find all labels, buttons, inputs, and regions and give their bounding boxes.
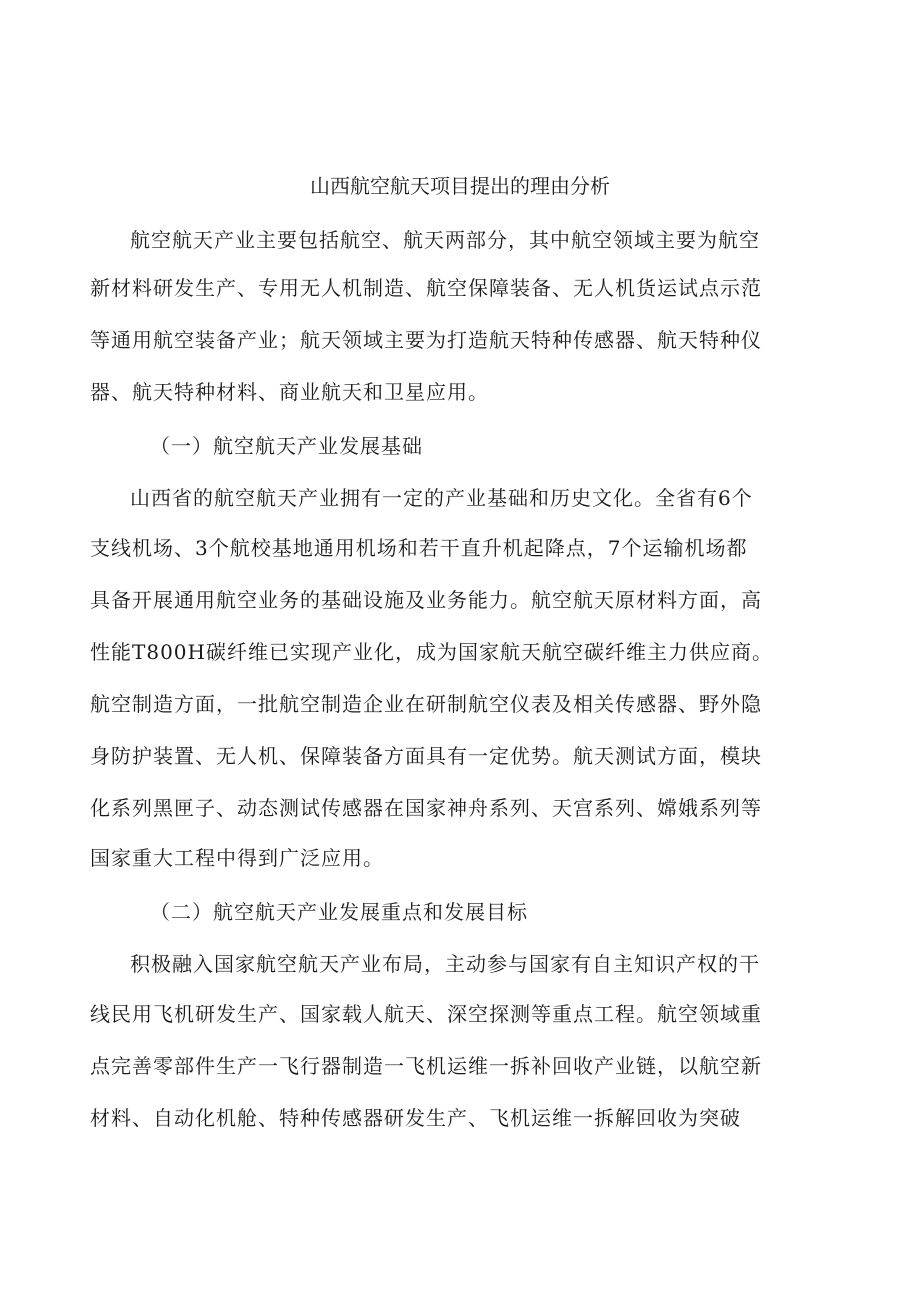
paragraph-2-line-3: 具备开展通用航空业务的基础设施及业务能力。航空航天原材料方面，高 — [90, 588, 762, 612]
paragraph-1-line-3: 等通用航空装备产业；航天领域主要为打造航天特种传感器、航天特种仪 — [90, 328, 762, 352]
document-title: 山西航空航天项目提出的理由分析 — [310, 174, 610, 198]
section-heading-1: （一）航空航天产业发展基础 — [150, 434, 423, 458]
paragraph-2-line-2: 支线机场、3个航校基地通用机场和若干直升机起降点，7个运输机场都 — [90, 536, 748, 560]
paragraph-2-line-8: 国家重大工程中得到广泛应用。 — [90, 846, 384, 870]
paragraph-3-line-3: 点完善零部件生产一飞行器制造一飞机运维一拆补回收产业链，以航空新 — [90, 1054, 762, 1078]
paragraph-3-line-2: 线民用飞机研发生产、国家载人航天、深空探测等重点工程。航空领域重 — [90, 1002, 762, 1026]
paragraph-2-line-7: 化系列黑匣子、动态测试传感器在国家神舟系列、天宫系列、嫦娥系列等 — [90, 796, 762, 820]
paragraph-2-line-1: 山西省的航空航天产业拥有一定的产业基础和历史文化。全省有6个 — [130, 486, 753, 510]
paragraph-3-line-4: 材料、自动化机舱、特种传感器研发生产、飞机运维一拆解回收为突破 — [90, 1106, 741, 1130]
section-heading-2: （二）航空航天产业发展重点和发展目标 — [150, 900, 528, 924]
paragraph-2-line-6: 身防护装置、无人机、保障装备方面具有一定优势。航天测试方面，模块 — [90, 744, 762, 768]
paragraph-1-line-1: 航空航天产业主要包括航空、航天两部分，其中航空领域主要为航空 — [130, 228, 760, 252]
paragraph-1-line-4: 器、航天特种材料、商业航天和卫星应用。 — [90, 380, 489, 404]
paragraph-2-line-5: 航空制造方面，一批航空制造企业在研制航空仪表及相关传感器、野外隐 — [90, 692, 762, 716]
paragraph-3-line-1: 积极融入国家航空航天产业布局，主动参与国家有自主知识产权的干 — [130, 952, 760, 976]
paragraph-1-line-2: 新材料研发生产、专用无人机制造、航空保障装备、无人机货运试点示范 — [90, 276, 762, 300]
paragraph-2-line-4: 性能T800H碳纤维已实现产业化，成为国家航天航空碳纤维主力供应商。 — [90, 640, 773, 664]
